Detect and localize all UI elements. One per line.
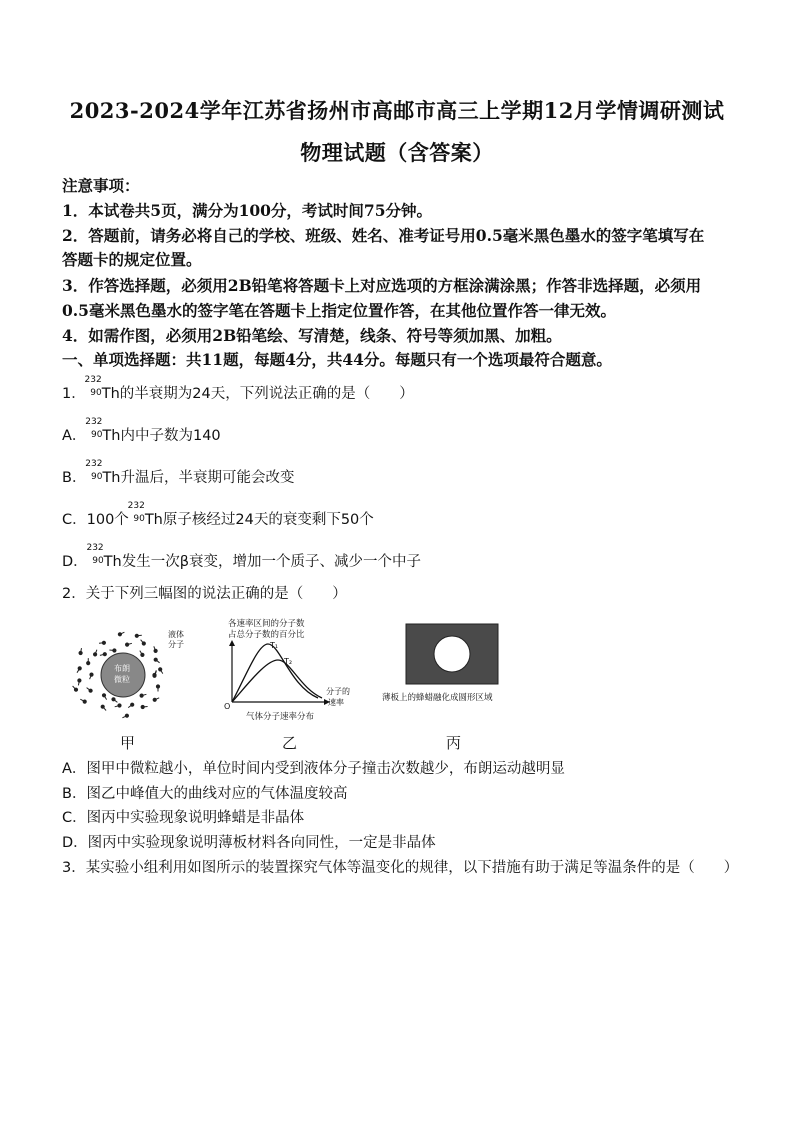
speed-xlabel-1: 分子的 <box>326 687 350 696</box>
q2-option-d[interactable]: D．图丙中实验现象说明薄板材料各向同性，一定是非晶体 <box>62 835 436 851</box>
figure-brownian-motion <box>68 625 188 725</box>
figure-wax-plate <box>380 622 530 708</box>
q1-option-d[interactable]: D． 232 90 Th发生一次β衰变，增加一个质子、减少一个中子 <box>62 543 421 570</box>
brownian-particle-label: 布朗 <box>114 664 130 673</box>
figure-bing-caption: 丙 <box>446 734 462 752</box>
figure-yi-caption: 乙 <box>282 734 298 752</box>
wax-plate-label: 薄板上的蜂蜡融化成圆形区域 <box>382 693 493 703</box>
notes-item-1: 1．本试卷共5页，满分为100分，考试时间75分钟。 <box>62 201 432 220</box>
label-t1: T₁ <box>270 641 279 650</box>
notes-heading: 注意事项： <box>62 176 140 195</box>
curve-t2 <box>232 660 322 702</box>
speed-ylabel-2: 占总分子数的百分比 <box>228 630 305 640</box>
document-title-line1: 2023-2024学年江苏省扬州市高邮市高三上学期12月学情调研测试 <box>69 98 725 123</box>
notes-item-4: 4．如需作图，必须用2B铅笔绘、写清楚，线条、符号等须加黑、加粗。 <box>62 326 562 345</box>
svg-text:分子: 分子 <box>168 640 184 649</box>
molecule-motion-arrow <box>137 635 142 636</box>
curve-t1 <box>232 644 318 702</box>
figure-jia-caption: 甲 <box>120 734 136 752</box>
notes-item-2: 2．答题前，请务必将自己的学校、班级、姓名、准考证号用0.5毫米黑色墨水的签字笔填写在 <box>62 226 705 245</box>
q3-stem: 3．某实验小组利用如图所示的装置探究气体等温变化的规律，以下措施有助于满足等温条件的是（ ） <box>62 860 739 876</box>
speed-xlabel-2: 速率 <box>328 698 344 707</box>
label-t2: T₂ <box>284 657 293 666</box>
liquid-molecule-label: 液体 <box>168 630 184 639</box>
q1-option-b[interactable]: B． 232 90 Th升温后，半衰期可能会改变 <box>62 459 295 486</box>
q2-option-a[interactable]: A．图甲中微粒越小，单位时间内受到液体分子撞击次数越少，布朗运动越明显 <box>62 761 565 777</box>
q2-stem: 2．关于下列三幅图的说法正确的是（ ） <box>62 586 347 602</box>
svg-text:微粒: 微粒 <box>114 675 130 684</box>
molecule-motion-arrow <box>143 707 148 708</box>
molecule-motion-arrow <box>109 650 114 651</box>
figure-speed-distribution <box>218 616 368 724</box>
document-title-line2: 物理试题（含答案） <box>300 140 494 165</box>
origin-label: O <box>224 702 231 711</box>
section-heading: 一、单项选择题：共11题，每题4分，共44分。每题只有一个选项最符合题意。 <box>62 350 612 369</box>
q1-option-c[interactable]: C．100个 232 90 Th原子核经过24天的衰变剩下50个 <box>62 501 374 528</box>
q2-option-c[interactable]: C．图丙中实验现象说明蜂蜡是非晶体 <box>62 810 305 826</box>
q1-option-a[interactable]: A． 232 90 Th内中子数为140 <box>62 417 221 444</box>
notes-item-2-cont: 答题卡的规定位置。 <box>62 250 202 269</box>
nuclide-symbol: 232 90 <box>84 375 102 398</box>
notes-item-3: 3．作答选择题，必须用2B铅笔将答题卡上对应选项的方框涂满涂黑；作答非选择题，必须用 <box>62 276 702 295</box>
notes-item-3-cont: 0.5毫米黑色墨水的签字笔在答题卡上指定位置作答，在其他位置作答一律无效。 <box>62 301 616 320</box>
speed-ylabel-1: 各速率区间的分子数 <box>228 619 305 629</box>
q1-stem: 1． 232 90 Th的半衰期为24天，下列说法正确的是（ ） <box>62 375 414 402</box>
speed-bottom-label: 气体分子速率分布 <box>246 712 315 722</box>
q2-option-b[interactable]: B．图乙中峰值大的曲线对应的气体温度较高 <box>62 786 348 802</box>
melted-wax-circle <box>434 636 470 672</box>
